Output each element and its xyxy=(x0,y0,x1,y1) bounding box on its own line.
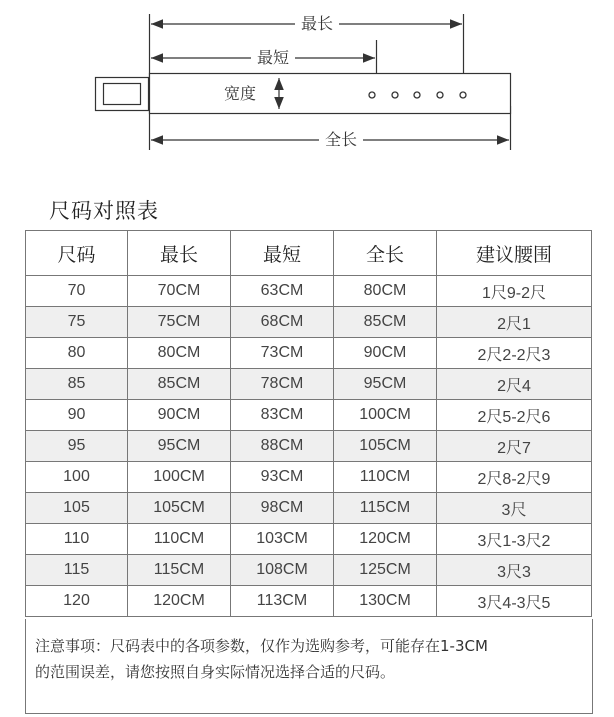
cell-suggested-waist: 3尺4-3尺5 xyxy=(437,586,592,617)
cell-suggested-waist: 2尺5-2尺6 xyxy=(437,400,592,431)
header-suggested-waist: 建议腰围 xyxy=(437,231,592,276)
cell-total-length: 125CM xyxy=(334,555,437,586)
note-line-1: 注意事项：尺码表中的各项参数，仅作为选购参考，可能存在1-3CM xyxy=(35,637,488,655)
cell-max-length: 80CM xyxy=(128,338,231,369)
table-row xyxy=(26,524,592,555)
total-length-label: 全长 xyxy=(319,130,363,150)
cell-min-length: 108CM xyxy=(231,555,334,586)
cell-size: 105 xyxy=(26,493,128,524)
cell-suggested-waist: 2尺2-2尺3 xyxy=(437,338,592,369)
cell-total-length: 130CM xyxy=(334,586,437,617)
belt-hole xyxy=(460,92,466,98)
buckle-frame xyxy=(104,84,141,105)
cell-min-length: 113CM xyxy=(231,586,334,617)
min-length-label: 最短 xyxy=(251,48,295,68)
cell-min-length: 78CM xyxy=(231,369,334,400)
cell-min-length: 73CM xyxy=(231,338,334,369)
cell-suggested-waist: 2尺1 xyxy=(437,307,592,338)
cell-min-length: 103CM xyxy=(231,524,334,555)
cell-max-length: 105CM xyxy=(128,493,231,524)
width-label: 宽度 xyxy=(224,84,257,103)
cell-total-length: 115CM xyxy=(334,493,437,524)
belt-diagram xyxy=(0,0,614,175)
cell-total-length: 85CM xyxy=(334,307,437,338)
cell-suggested-waist: 2尺4 xyxy=(437,369,592,400)
header-min-length: 最短 xyxy=(231,231,334,276)
cell-max-length: 85CM xyxy=(128,369,231,400)
belt-hole xyxy=(414,92,420,98)
table-row xyxy=(26,431,592,462)
header-size: 尺码 xyxy=(26,231,128,276)
table-row xyxy=(26,338,592,369)
cell-size: 110 xyxy=(26,524,128,555)
size-table xyxy=(25,230,592,617)
cell-suggested-waist: 3尺3 xyxy=(437,555,592,586)
cell-size: 85 xyxy=(26,369,128,400)
table-row xyxy=(26,307,592,338)
belt-hole xyxy=(369,92,375,98)
cell-total-length: 110CM xyxy=(334,462,437,493)
cell-max-length: 115CM xyxy=(128,555,231,586)
cell-max-length: 100CM xyxy=(128,462,231,493)
cell-max-length: 90CM xyxy=(128,400,231,431)
belt-hole xyxy=(437,92,443,98)
cell-min-length: 63CM xyxy=(231,276,334,307)
header-total-length: 全长 xyxy=(334,231,437,276)
table-row xyxy=(26,276,592,307)
table-row xyxy=(26,462,592,493)
cell-max-length: 95CM xyxy=(128,431,231,462)
table-row xyxy=(26,369,592,400)
belt-strap xyxy=(150,74,511,114)
table-row xyxy=(26,586,592,617)
table-header-row xyxy=(26,231,592,276)
header-max-length: 最长 xyxy=(128,231,231,276)
table-row xyxy=(26,555,592,586)
cell-suggested-waist: 2尺8-2尺9 xyxy=(437,462,592,493)
cell-total-length: 120CM xyxy=(334,524,437,555)
cell-total-length: 95CM xyxy=(334,369,437,400)
cell-suggested-waist: 3尺1-3尺2 xyxy=(437,524,592,555)
cell-min-length: 93CM xyxy=(231,462,334,493)
cell-size: 80 xyxy=(26,338,128,369)
cell-max-length: 70CM xyxy=(128,276,231,307)
table-row xyxy=(26,493,592,524)
cell-size: 120 xyxy=(26,586,128,617)
cell-suggested-waist: 3尺 xyxy=(437,493,592,524)
max-length-label: 最长 xyxy=(295,14,339,34)
cell-total-length: 105CM xyxy=(334,431,437,462)
cell-min-length: 68CM xyxy=(231,307,334,338)
cell-max-length: 110CM xyxy=(128,524,231,555)
cell-min-length: 88CM xyxy=(231,431,334,462)
cell-size: 75 xyxy=(26,307,128,338)
cell-total-length: 80CM xyxy=(334,276,437,307)
cell-max-length: 120CM xyxy=(128,586,231,617)
cell-size: 100 xyxy=(26,462,128,493)
cell-min-length: 98CM xyxy=(231,493,334,524)
cell-total-length: 90CM xyxy=(334,338,437,369)
size-note xyxy=(25,619,593,714)
cell-suggested-waist: 1尺9-2尺 xyxy=(437,276,592,307)
cell-max-length: 75CM xyxy=(128,307,231,338)
cell-size: 115 xyxy=(26,555,128,586)
belt-hole xyxy=(392,92,398,98)
cell-size: 70 xyxy=(26,276,128,307)
cell-min-length: 83CM xyxy=(231,400,334,431)
cell-size: 90 xyxy=(26,400,128,431)
table-row xyxy=(26,400,592,431)
note-line-2: 的范围误差，请您按照自身实际情况选择合适的尺码。 xyxy=(35,663,396,681)
size-chart-title: 尺码对照表 xyxy=(49,199,159,223)
cell-total-length: 100CM xyxy=(334,400,437,431)
cell-size: 95 xyxy=(26,431,128,462)
cell-suggested-waist: 2尺7 xyxy=(437,431,592,462)
